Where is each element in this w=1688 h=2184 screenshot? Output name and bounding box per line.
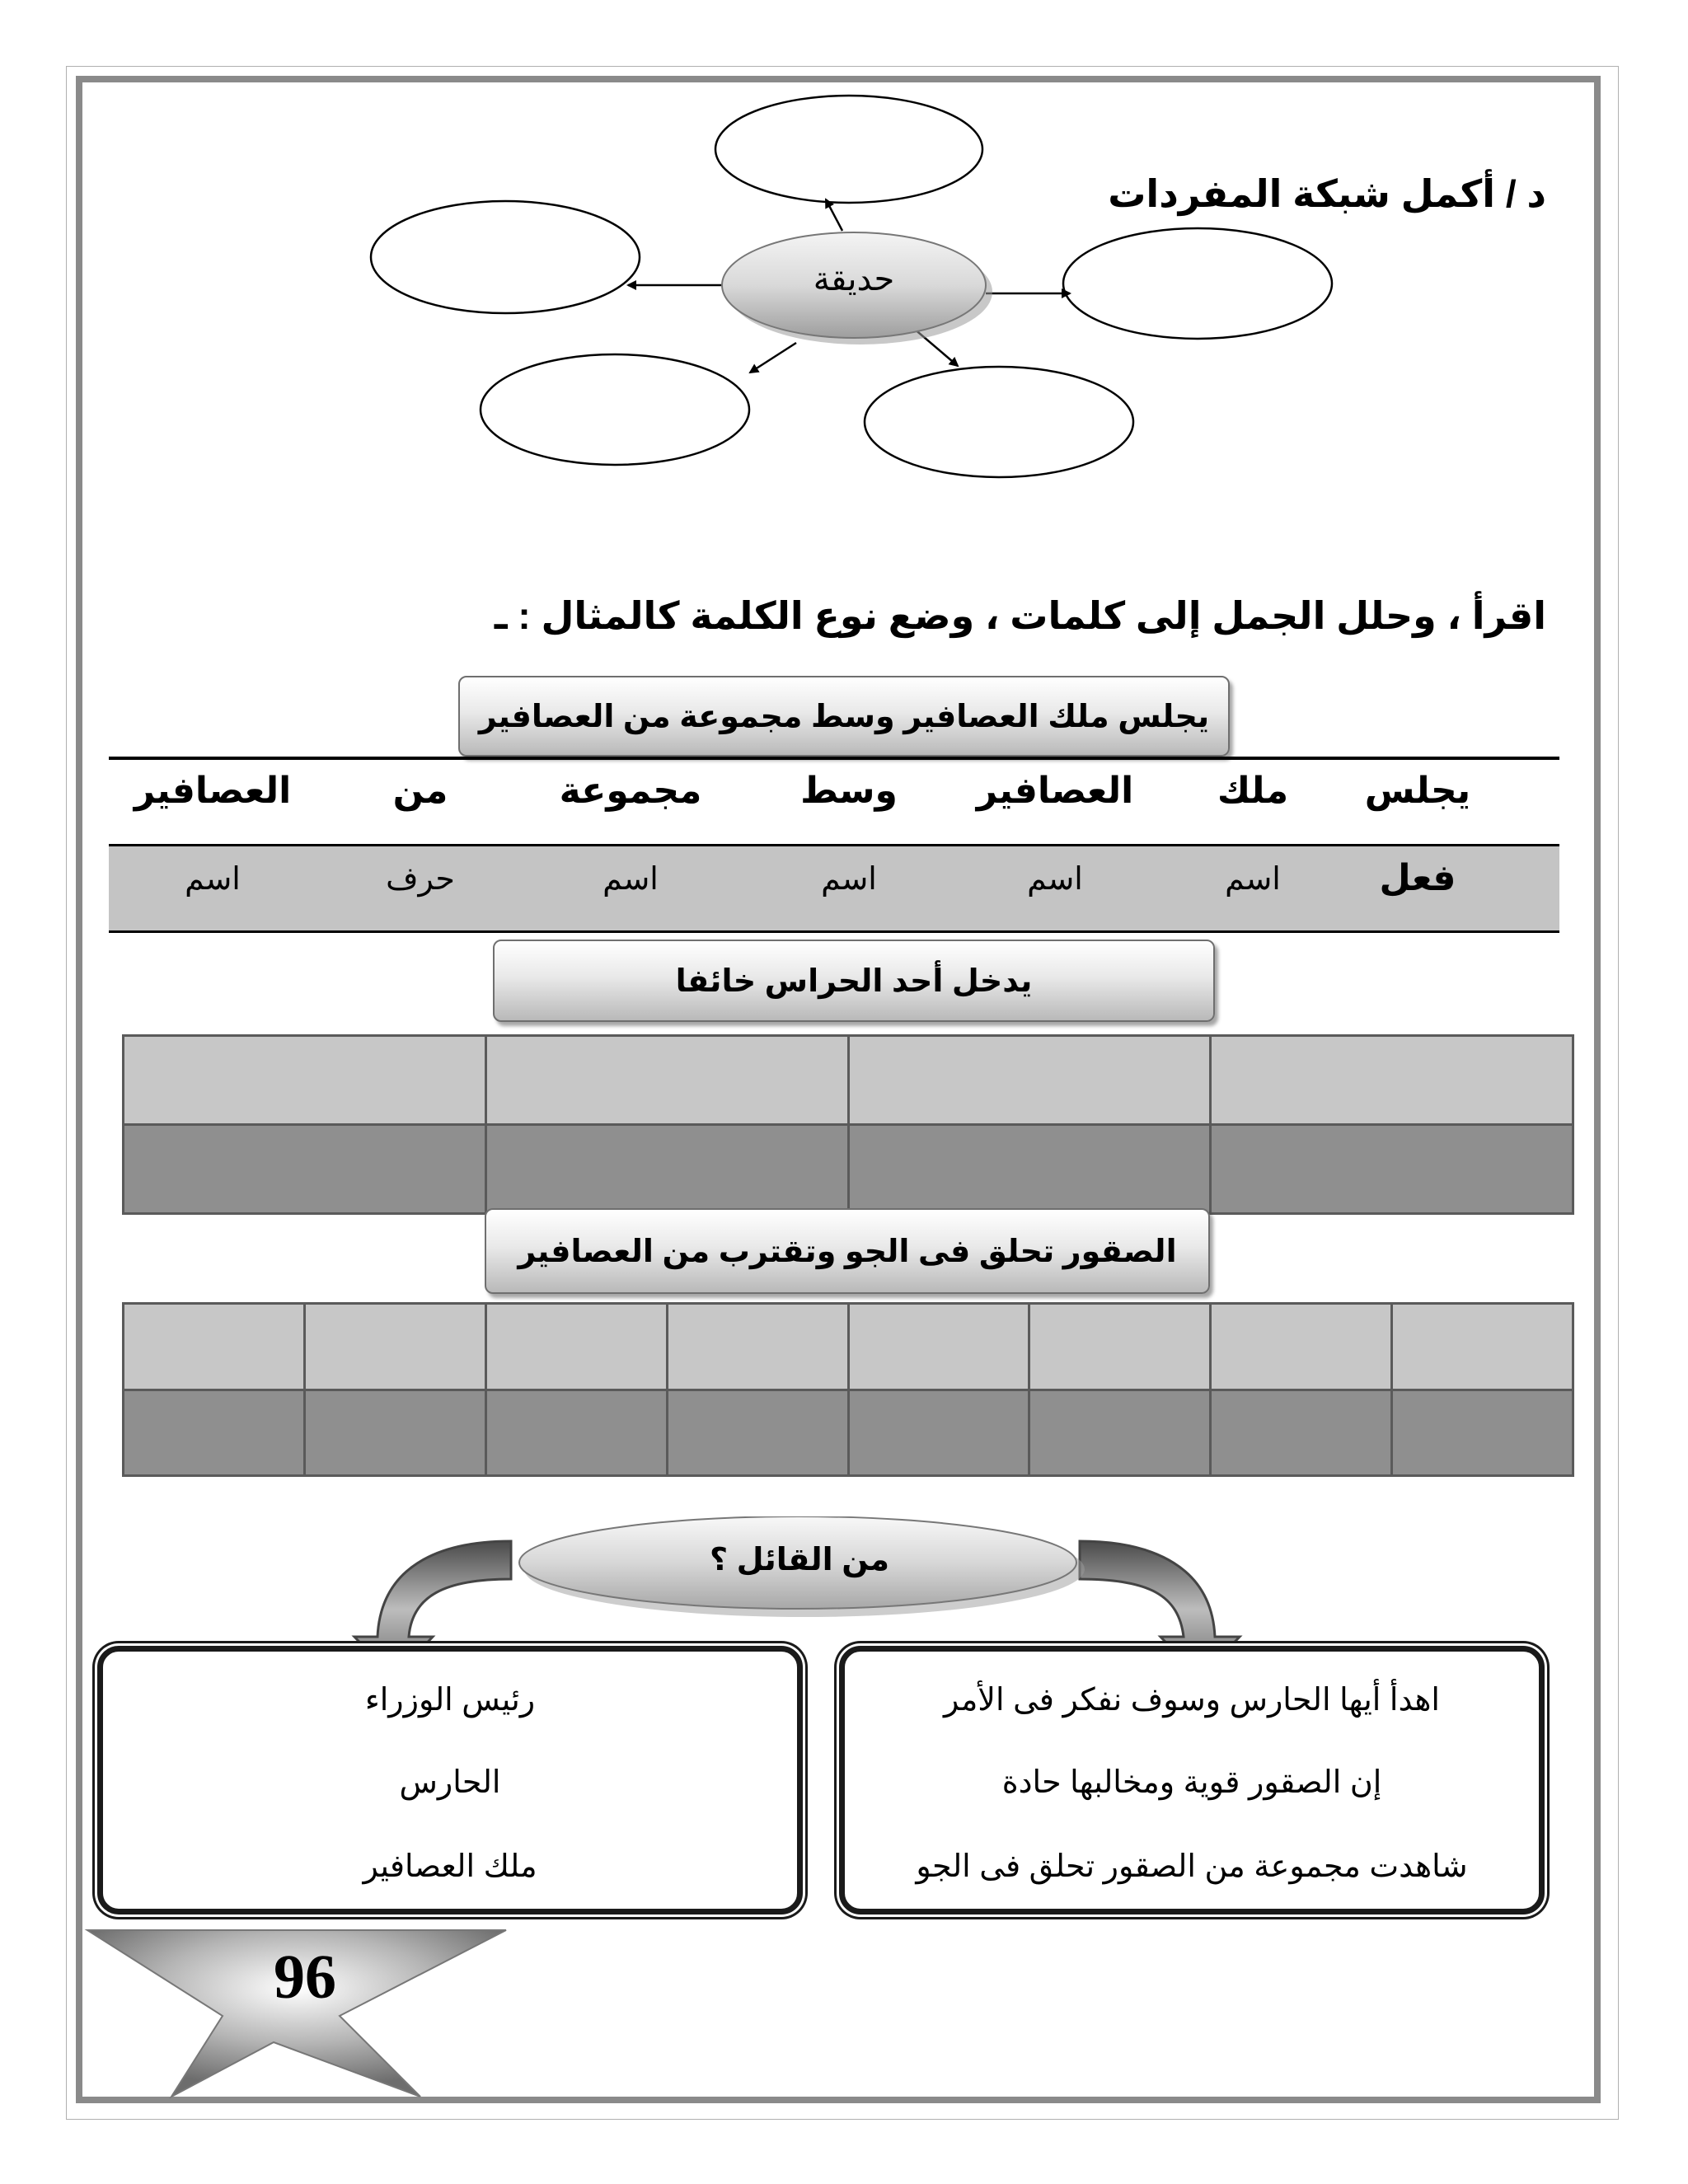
sentence3-type-cell[interactable] — [304, 1390, 485, 1476]
sentence3-box — [485, 1208, 1210, 1294]
sentence3-word-cell[interactable] — [485, 1304, 667, 1390]
speaker-option: رئيس الوزراء — [364, 1683, 536, 1718]
sentence3-text: الصقور تحلق فى الجو وتقترب من العصافير — [518, 1234, 1177, 1269]
example-word: وسط — [800, 771, 898, 811]
arrow-to-top — [826, 199, 842, 231]
sentence3-type-cell[interactable] — [1392, 1390, 1573, 1476]
sentence2-type-cell[interactable] — [1211, 1125, 1573, 1214]
example-word: العصافير — [134, 771, 292, 811]
example-word: مجموعة — [559, 771, 702, 811]
sentence2-type-cell[interactable] — [124, 1125, 486, 1214]
sentence2-word-cell[interactable] — [485, 1036, 848, 1125]
vocab-heading: د / أكمل شبكة المفردات — [1108, 172, 1546, 215]
sentence3-word-cell[interactable] — [1211, 1304, 1392, 1390]
sentence2-word-cell[interactable] — [848, 1036, 1211, 1125]
sentence3-word-cell[interactable] — [667, 1304, 848, 1390]
sentence3-word-cell[interactable] — [848, 1304, 1029, 1390]
sentence2-word-cell[interactable] — [124, 1036, 486, 1125]
sentence3-type-cell[interactable] — [485, 1390, 667, 1476]
sentence3-type-cell[interactable] — [124, 1390, 305, 1476]
speakers-box — [97, 1646, 803, 1915]
speaker-question: من القائل ؟ — [710, 1543, 889, 1577]
vocab-blank-top[interactable] — [715, 96, 982, 203]
quote-line: إن الصقور قوية ومخالبها حادة — [1001, 1765, 1382, 1800]
sentence3-word-cell[interactable] — [1392, 1304, 1573, 1390]
vocab-web — [0, 0, 1688, 511]
vocab-blank-bottom-right[interactable] — [865, 367, 1133, 477]
speaker-option: ملك العصافير — [363, 1849, 537, 1884]
quotes-box — [839, 1646, 1545, 1915]
example-type: اسم — [1225, 862, 1281, 897]
analysis-heading: اقرأ ، وحلل الجمل إلى كلمات ، وضع نوع الكلمة كالمثال : ـ — [494, 594, 1546, 637]
arrow-to-bottom-left — [750, 343, 796, 373]
sentence3-type-cell[interactable] — [848, 1390, 1029, 1476]
sentence2-grid — [122, 1034, 1574, 1215]
example-sentence: يجلس ملك العصافير وسط مجموعة من العصافير — [478, 699, 1210, 734]
quote-line: شاهدت مجموعة من الصقور تحلق فى الجو — [916, 1849, 1468, 1884]
sentence2-type-cell[interactable] — [485, 1125, 848, 1214]
example-type: اسم — [821, 862, 877, 897]
sentence2-box — [493, 940, 1215, 1022]
example-word: العصافير — [976, 771, 1134, 811]
sentence2-type-cell[interactable] — [848, 1125, 1211, 1214]
sentence2-text: يدخل أحد الحراس خائفا — [675, 963, 1033, 999]
sentence3-type-cell[interactable] — [667, 1390, 848, 1476]
vocab-blank-bottom-left[interactable] — [481, 354, 749, 465]
sentence3-word-cell[interactable] — [124, 1304, 305, 1390]
example-sentence-box — [458, 676, 1230, 757]
example-type: اسم — [185, 862, 241, 897]
vocab-blank-right[interactable] — [1063, 228, 1332, 339]
example-type: فعل — [1379, 858, 1456, 898]
page-number: 96 — [274, 1943, 336, 2012]
example-type: اسم — [1027, 862, 1083, 897]
sentence3-type-cell[interactable] — [1211, 1390, 1392, 1476]
example-top-rule — [109, 757, 1559, 760]
quote-line: اهدأ أيها الحارس وسوف نفكر فى الأمر — [943, 1683, 1440, 1718]
example-type: اسم — [603, 862, 659, 897]
sentence3-grid — [122, 1302, 1574, 1477]
vocab-blank-left[interactable] — [371, 201, 640, 313]
sentence3-word-cell[interactable] — [304, 1304, 485, 1390]
sentence2-word-cell[interactable] — [1211, 1036, 1573, 1125]
vocab-center-word: حديقة — [813, 261, 895, 298]
example-word: من — [392, 771, 448, 811]
sentence3-word-cell[interactable] — [1029, 1304, 1211, 1390]
speaker-option: الحارس — [399, 1765, 501, 1800]
example-word: يجلس — [1364, 771, 1471, 811]
example-word: ملك — [1217, 771, 1289, 811]
sentence3-type-cell[interactable] — [1029, 1390, 1211, 1476]
example-type: حرف — [386, 862, 455, 897]
